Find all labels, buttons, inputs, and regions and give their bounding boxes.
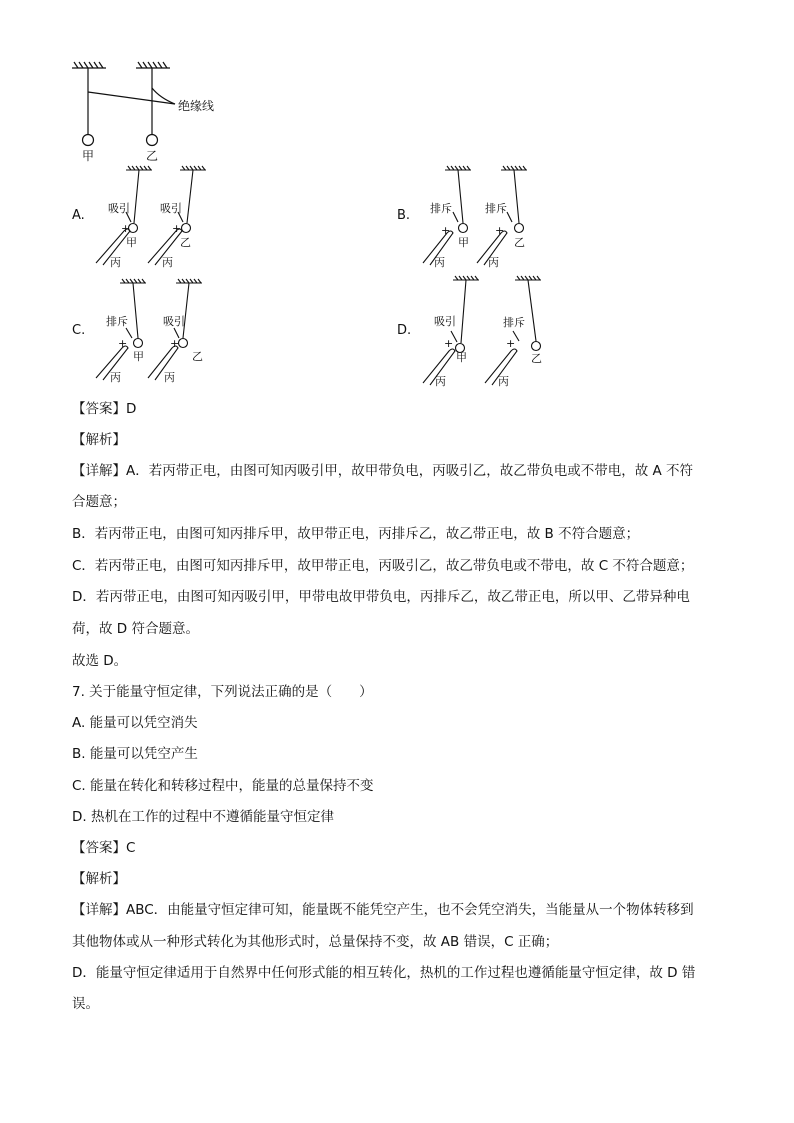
option-c-rod1: 丙 — [110, 371, 121, 384]
q6-detail-line-2: 合题意； — [72, 494, 126, 510]
option-d-plus-1: + — [444, 337, 454, 350]
q7-detail-line-4: 误。 — [72, 996, 99, 1012]
q6-answer-line — [72, 399, 136, 419]
option-d-letter: D. — [397, 323, 412, 338]
option-c-figure — [90, 278, 220, 383]
q7-option-b: B. 能量可以凭空产生 — [72, 746, 198, 762]
option-d-ball1: 甲 — [456, 351, 467, 364]
answer-tag: 【答案】 — [72, 401, 126, 417]
q6-detail-line-4: C．若丙带正电，由图可知丙排斥甲，故甲带正电，丙吸引乙，故乙带负电或不带电，故 C 不符合题意； — [72, 558, 694, 574]
option-a-left-label: 吸引 — [108, 202, 130, 215]
option-b-letter: B. — [397, 208, 411, 223]
detail-text: A．若丙带正电，由图可知丙吸引甲，故甲带负电，丙吸引乙，故乙带负电或不带电，故 A 不符 — [126, 463, 694, 479]
detail-tag: 【详解】 — [72, 463, 126, 479]
option-b-plus-2: + — [495, 224, 505, 237]
answer-tag: 【答案】 — [72, 840, 126, 856]
q7-option-d: D. 热机在工作的过程中不遵循能量守恒定律 — [72, 809, 334, 825]
q7-analysis-tag: 【解析】 — [72, 871, 126, 887]
option-d-rod2: 丙 — [498, 375, 509, 388]
q7-option-a: A. 能量可以凭空消失 — [72, 715, 198, 731]
detail-text: ABC．由能量守恒定律可知，能量既不能凭空产生，也不会凭空消失，当能量从一个物体转移到 — [126, 902, 694, 918]
option-c-left-label: 排斥 — [106, 315, 128, 328]
option-d-plus-2: + — [506, 337, 516, 350]
q6-detail-line-3: B．若丙带正电，由图可知丙排斥甲，故甲带正电，丙排斥乙，故乙带正电，故 B 不符合题意； — [72, 526, 640, 542]
option-c-plus-2: + — [170, 337, 180, 350]
option-d-rod1: 丙 — [435, 375, 446, 388]
option-a-letter: A. — [72, 208, 85, 223]
option-a-ball1: 甲 — [126, 236, 137, 249]
option-c-plus-1: + — [118, 337, 128, 350]
q7-stem: 7. 关于能量守恒定律，下列说法正确的是（ ） — [72, 684, 373, 700]
option-a-rod1: 丙 — [110, 256, 121, 269]
detail-tag: 【详解】 — [72, 902, 126, 918]
q7-detail-line-3: D．能量守恒定律适用于自然界中任何形式能的相互转化，热机的工作过程也遵循能量守恒定律，故 D 错 — [72, 965, 696, 981]
option-c-rod2: 丙 — [164, 371, 175, 384]
option-a-ball2: 乙 — [180, 236, 191, 249]
option-a-rod2: 丙 — [162, 256, 173, 269]
option-b-left-label: 排斥 — [430, 202, 452, 215]
option-b-rod2: 丙 — [488, 256, 499, 269]
option-a-right-label: 吸引 — [160, 202, 182, 215]
option-a-plus-2: + — [172, 222, 182, 235]
option-c-letter: C. — [72, 323, 86, 338]
q7-detail-line-2: 其他物体或从一种形式转化为其他形式时，总量保持不变，故 AB 错误，C 正确； — [72, 934, 559, 950]
option-c-ball1: 甲 — [133, 350, 144, 363]
option-a-plus-1: + — [121, 222, 131, 235]
option-d-left-label: 吸引 — [434, 315, 456, 328]
insulation-label: 绝缘线 — [178, 99, 215, 113]
q6-analysis-tag: 【解析】 — [72, 432, 126, 448]
option-b-ball2: 乙 — [514, 236, 525, 249]
q6-detail-line-6: 荷，故 D 符合题意。 — [72, 621, 199, 637]
ball-label-jia: 甲 — [82, 149, 95, 163]
q7-option-c: C. 能量在转化和转移过程中，能量的总量保持不变 — [72, 778, 374, 794]
option-d-ball2: 乙 — [531, 352, 542, 365]
option-b-plus-1: + — [441, 224, 451, 237]
option-c-right-label: 吸引 — [163, 315, 185, 328]
option-d-right-label: 排斥 — [503, 316, 525, 329]
option-b-ball1: 甲 — [458, 236, 469, 249]
q6-detail-line-1 — [72, 461, 693, 481]
q6-detail-line-7: 故选 D。 — [72, 653, 128, 669]
option-c-ball2: 乙 — [192, 350, 203, 363]
option-b-right-label: 排斥 — [485, 202, 507, 215]
q7-detail-line-1 — [72, 900, 694, 920]
answer-value: C — [126, 840, 136, 856]
q7-answer-line — [72, 838, 135, 858]
option-b-rod1: 丙 — [434, 256, 445, 269]
answer-value: D — [126, 401, 137, 417]
ball-label-yi: 乙 — [146, 149, 159, 163]
q6-detail-line-5: D．若丙带正电，由图可知丙吸引甲，甲带电故甲带负电，丙排斥乙，故乙带正电，所以甲、乙带异种电 — [72, 589, 690, 605]
